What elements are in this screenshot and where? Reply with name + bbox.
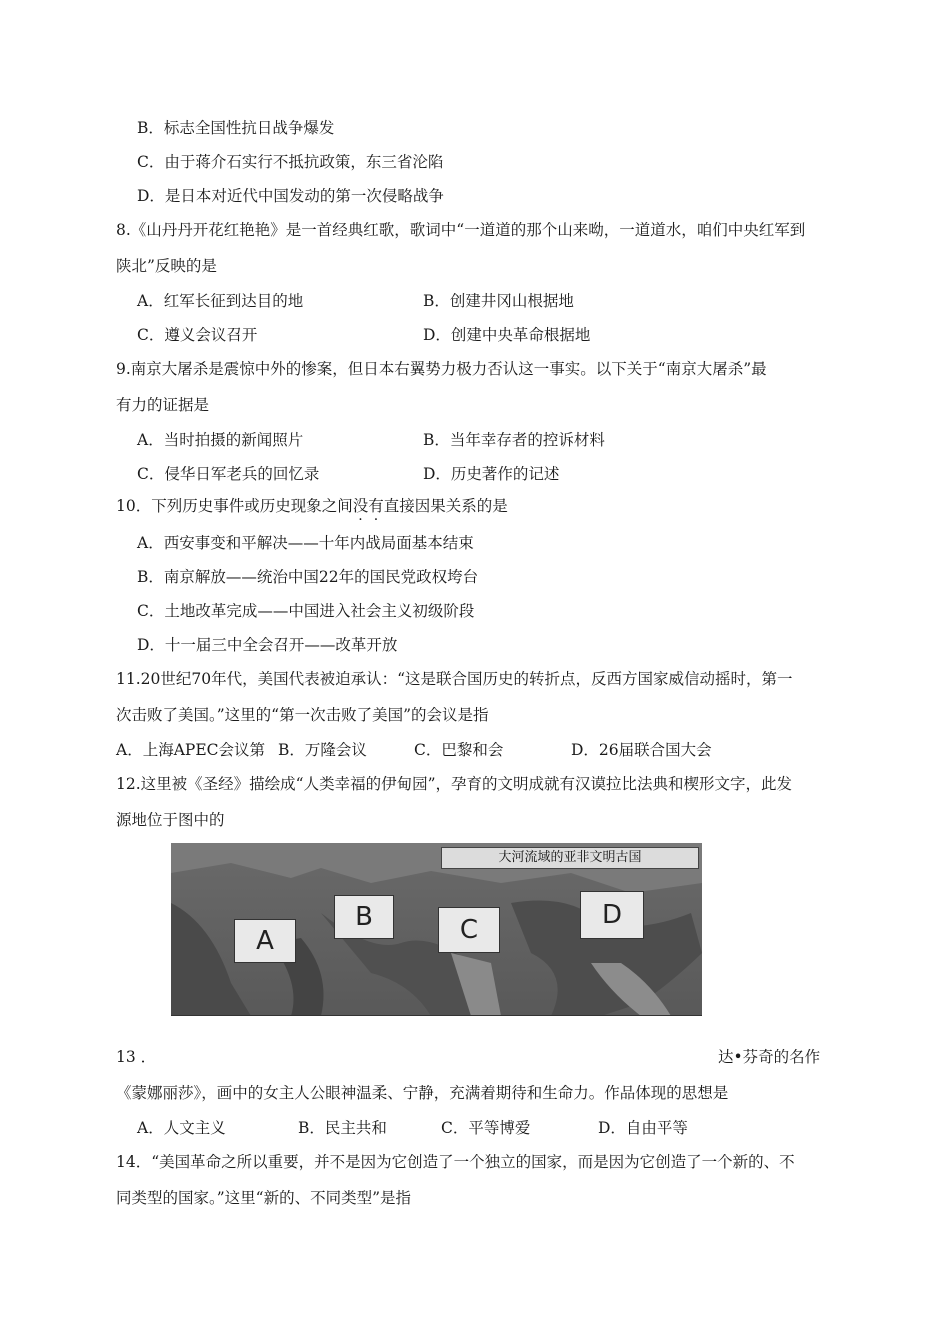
- q8-option-a: A．红军长征到达目的地: [137, 292, 304, 310]
- q11-stem-line2: 次击败了美国。”这里的“第一次击败了美国”的会议是指: [116, 706, 489, 724]
- q13-number: 13 ．: [116, 1048, 157, 1066]
- q13-option-c: C．平等博爱: [441, 1119, 531, 1137]
- q12-stem-line1: 12.这里被《圣经》描绘成“人类幸福的伊甸园”，孕育的文明成就有汉谟拉比法典和楔形文字，此发: [116, 775, 793, 793]
- map-label-a: A: [234, 919, 296, 963]
- q8-option-b: B．创建井冈山根据地: [423, 292, 574, 310]
- q9-option-d: D．历史著作的记述: [423, 465, 560, 483]
- q9-option-a: A．当时拍摄的新闻照片: [137, 431, 304, 449]
- q7-option-b: B．标志全国性抗日战争爆发: [137, 119, 335, 137]
- q7-option-d: D．是日本对近代中国发动的第一次侵略战争: [137, 187, 444, 205]
- q8-stem-line2: 陕北”反映的是: [116, 257, 217, 275]
- q10-option-a: A．西安事变和平解决——十年内战局面基本结束: [137, 534, 474, 552]
- q10-option-b: B．南京解放——统治中国22年的国民党政权垮台: [137, 568, 479, 586]
- q13-stem-tail: 达•芬奇的名作: [718, 1048, 821, 1066]
- q9-option-c: C．侵华日军老兵的回忆录: [137, 465, 320, 483]
- q10-emphasis-1: 没: [352, 497, 369, 515]
- q10-stem: [116, 496, 508, 516]
- q12-stem-line2: 源地位于图中的: [116, 811, 225, 829]
- q14-stem-line2: 同类型的国家。”这里“新的、不同类型”是指: [116, 1189, 412, 1207]
- q13-option-a: A．人文主义: [137, 1119, 226, 1137]
- q10-stem-pre: 10．下列历史事件或历史现象之间: [116, 497, 353, 515]
- q8-stem-line1: 8.《山丹丹开花红艳艳》是一首经典红歌，歌词中“一道道的那个山来呦，一道道水，咱们中央红军到: [116, 221, 806, 239]
- q9-stem-line2: 有力的证据是: [116, 396, 210, 414]
- q11-stem-line1: 11.20世纪70年代，美国代表被迫承认：“这是联合国历史的转折点，反西方国家威信动摇时，第一: [116, 670, 793, 688]
- q10-option-c: C．土地改革完成——中国进入社会主义初级阶段: [137, 602, 475, 620]
- q9-stem-line1: 9.南京大屠杀是震惊中外的惨案，但日本右翼势力极力否认这一事实。以下关于“南京大屠杀”最: [116, 360, 767, 378]
- q11-option-b: B．万隆会议: [278, 741, 367, 759]
- q11-option-a: A．上海APEC会议第: [116, 741, 265, 759]
- q9-option-b: B．当年幸存者的控诉材料: [423, 431, 605, 449]
- q13-stem-line2: 《蒙娜丽莎》，画中的女主人公眼神温柔、宁静，充满着期待和生命力。作品体现的思想是: [116, 1084, 729, 1102]
- q13-option-b: B．民主共和: [298, 1119, 387, 1137]
- q10-emphasis-2: 有: [368, 497, 384, 515]
- q13-option-d: D．自由平等: [598, 1119, 688, 1137]
- q11-option-d: D．26届联合国大会: [571, 741, 712, 759]
- q10-stem-post: 直接因果关系的是: [383, 497, 508, 515]
- q11-option-c: C．巴黎和会: [414, 741, 504, 759]
- q8-option-c: C．遵义会议召开: [137, 326, 258, 344]
- map-label-d: D: [580, 891, 644, 939]
- map-label-c: C: [438, 907, 500, 953]
- q8-option-d: D．创建中央革命根据地: [423, 326, 591, 344]
- map-title: 大河流域的亚非文明古国: [441, 847, 699, 869]
- q7-option-c: C．由于蒋介石实行不抵抗政策，东三省沦陷: [137, 153, 444, 171]
- map-label-b: B: [334, 895, 394, 939]
- q14-stem-line1: 14．“美国革命之所以重要，并不是因为它创造了一个独立的国家，而是因为它创造了一个新的、不: [116, 1153, 795, 1171]
- q10-option-d: D．十一届三中全会召开——改革开放: [137, 636, 398, 654]
- civilization-map: [171, 843, 702, 1016]
